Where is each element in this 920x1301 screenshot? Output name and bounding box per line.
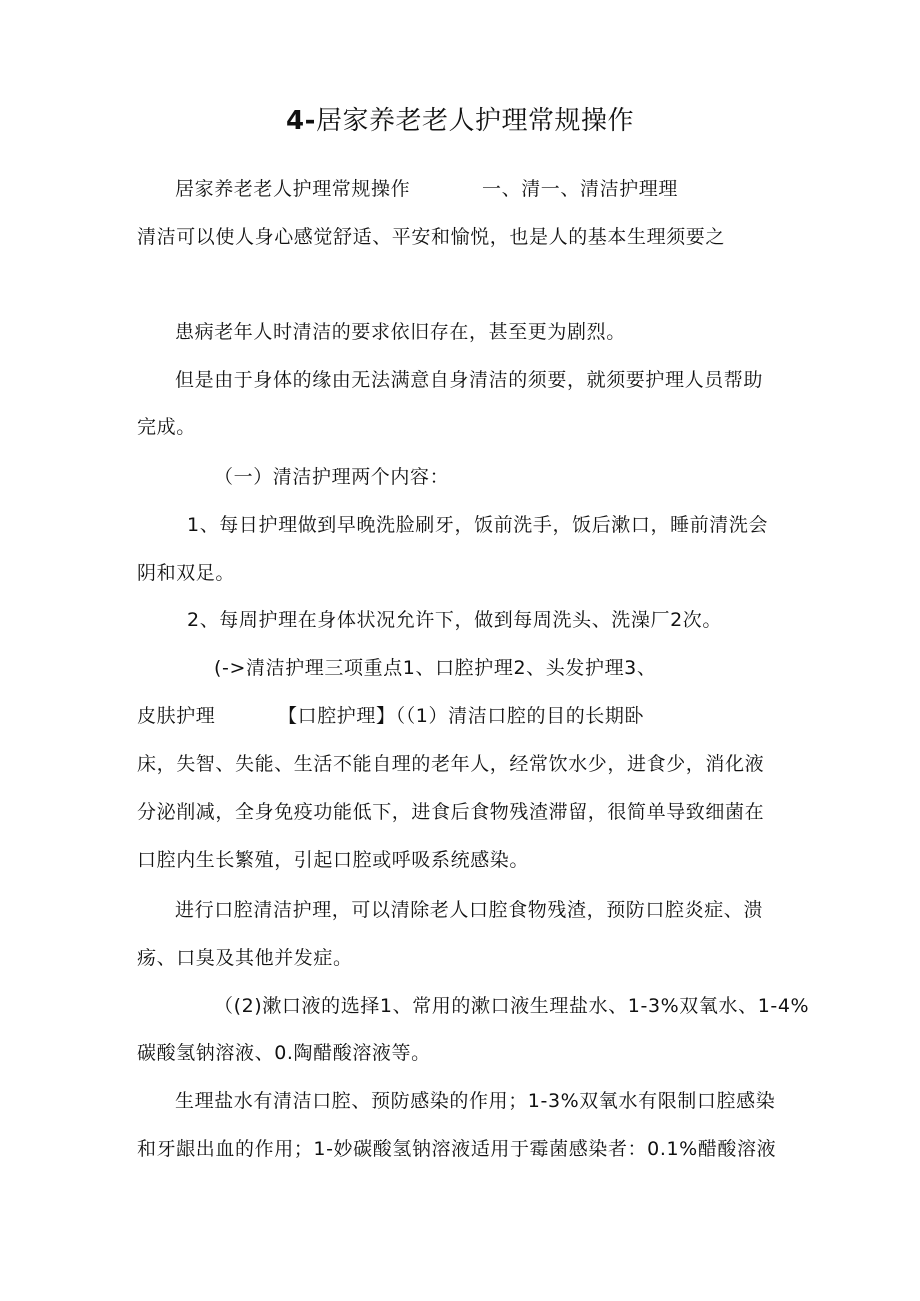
text-line: 【口腔护理】（（1）清洁口腔的目的长期卧 [278, 705, 645, 727]
subsection-heading: （一）清洁护理两个内容： [214, 466, 450, 488]
text-line: 碳酸氢钠溶液、0.陶醋酸溶液等。 [137, 1042, 431, 1064]
text-line: 完成。 [137, 416, 196, 438]
text-line: 患病老年人时清洁的要求依旧存在，甚至更为剧烈。 [175, 321, 626, 343]
text-line: 口腔内生长繁殖，引起口腔或呼吸系统感染。 [137, 849, 530, 871]
text-line: 分泌削减，全身免疫功能低下，进食后食物残渣滞留，很简单导致细菌在 [137, 801, 765, 823]
text-line: 生理盐水有清洁口腔、预防感染的作用；1-3%双氧水有限制口腔感染 [175, 1090, 776, 1112]
subsection-heading: (->清洁护理三项重点1、口腔护理2、头发护理3、 [214, 657, 657, 679]
text-line: 和牙龈出血的作用；1-妙碳酸氢钠溶液适用于霉菌感染者：0.1%醋酸溶液 [137, 1138, 777, 1160]
text-line: 但是由于身体的缘由无法满意自身清洁的须要，就须要护理人员帮助 [175, 369, 764, 391]
text-line: 床，失智、失能、生活不能自理的老年人，经常饮水少，进食少，消化液 [137, 753, 765, 775]
title-number: 4- [286, 106, 316, 136]
document-title [0, 103, 920, 139]
text-line: （(2)漱口液的选择1、常用的漱口液生理盐水、1-3%双氧水、1-4% [214, 995, 810, 1017]
title-text: 居家养老老人护理常规操作 [315, 106, 634, 136]
text-line: 清洁可以使人身心感觉舒适、平安和愉悦，也是人的基本生理须要之 [137, 226, 726, 248]
text-line: 居家养老老人护理常规操作 [175, 178, 411, 200]
section-heading: 一、清一、清洁护理理 [482, 178, 679, 200]
list-item: 1、每日护理做到早晚洗脸刷牙，饭前洗手，饭后漱口，睡前清洗会 [187, 514, 769, 536]
text-line: 疡、口臭及其他并发症。 [137, 947, 353, 969]
list-item: 2、每周护理在身体状况允许下，做到每周洗头、洗澡厂2次。 [187, 609, 722, 631]
text-line: 阴和双足。 [137, 562, 236, 584]
text-line: 皮肤护理 [137, 705, 216, 727]
text-line: 进行口腔清洁护理，可以清除老人口腔食物残渣，预防口腔炎症、溃 [175, 899, 764, 921]
